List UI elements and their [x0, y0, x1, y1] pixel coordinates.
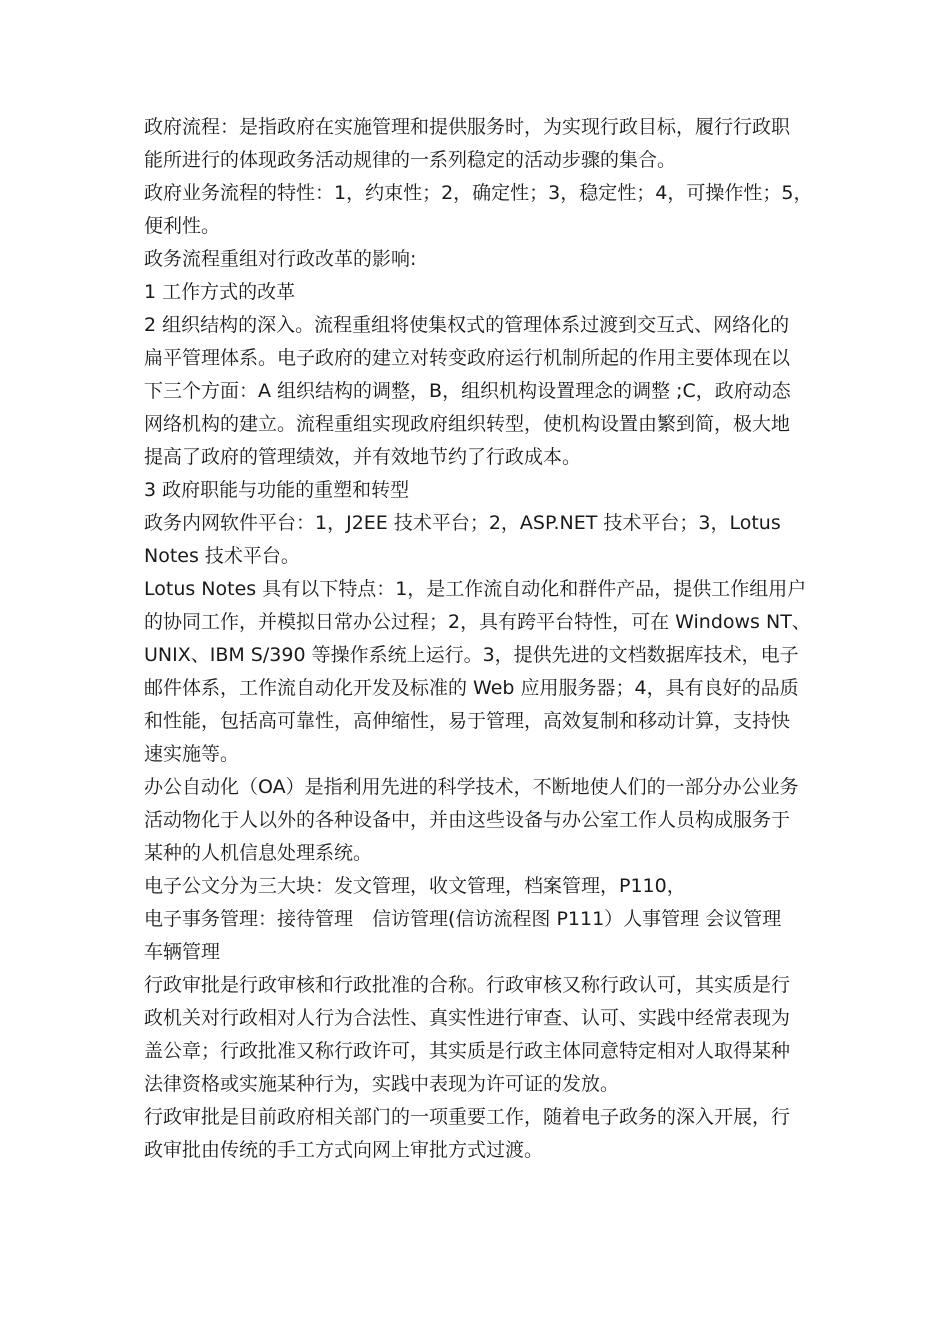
- text-line: 政府业务流程的特性：1，约束性；2，确定性；3，稳定性；4，可操作性；5，: [144, 182, 813, 204]
- text-line: 法律资格或实施某种行为，实践中表现为许可证的发放。: [144, 1073, 620, 1095]
- text-line: 政务流程重组对行政改革的影响:: [144, 248, 417, 270]
- text-line: 某种的人机信息处理系统。: [144, 842, 373, 864]
- text-line: 扁平管理体系。电子政府的建立对转变政府运行机制所起的作用主要体现在以: [144, 347, 791, 369]
- text-line: 行政审批是行政审核和行政批准的合称。行政审核又称行政认可，其实质是行: [144, 974, 791, 996]
- text-line: 提高了政府的管理绩效，并有效地节约了行政成本。: [144, 446, 582, 468]
- text-line: 能所进行的体现政务活动规律的一系列稳定的活动步骤的集合。: [144, 149, 677, 171]
- text-line: 下三个方面：A 组织结构的调整，B，组织机构设置理念的调整 ;C，政府动态: [144, 380, 791, 402]
- text-line: 网络机构的建立。流程重组实现政府组织转型，使机构设置由繁到简，极大地: [144, 413, 791, 435]
- text-line: UNIX、IBM S/390 等操作系统上运行。3，提供先进的文档数据库技术，电子: [144, 644, 799, 666]
- text-line: 电子事务管理：接待管理 信访管理(信访流程图 P111）人事管理 会议管理: [144, 908, 782, 930]
- text-line: 电子公文分为三大块：发文管理，收文管理，档案管理，P110，: [144, 875, 686, 897]
- text-line: 2 组织结构的深入。流程重组将使集权式的管理体系过渡到交互式、网络化的: [144, 314, 790, 336]
- text-line: 盖公章；行政批准又称行政许可，其实质是行政主体同意特定相对人取得某种: [144, 1040, 791, 1062]
- document-body: [144, 111, 834, 1167]
- text-line: 和性能，包括高可靠性，高伸缩性，易于管理，高效复制和移动计算，支持快: [144, 710, 791, 732]
- text-line: 活动物化于人以外的各种设备中，并由这些设备与办公室工作人员构成服务于: [144, 809, 791, 831]
- text-line: 3 政府职能与功能的重塑和转型: [144, 479, 410, 501]
- text-line: Lotus Notes 具有以下特点：1，是工作流自动化和群件产品，提供工作组用户: [144, 578, 807, 600]
- text-line: 行政审批是目前政府相关部门的一项重要工作，随着电子政务的深入开展，行: [144, 1106, 791, 1128]
- text-line: 政审批由传统的手工方式向网上审批方式过渡。: [144, 1139, 544, 1161]
- text-line: 便利性。: [144, 215, 221, 237]
- text-line: 政府流程：是指政府在实施管理和提供服务时，为实现行政目标，履行行政职: [144, 116, 791, 138]
- text-line: Notes 技术平台。: [144, 545, 300, 567]
- text-line: 办公自动化（OA）是指利用先进的科学技术，不断地使人们的一部分办公业务: [144, 776, 799, 798]
- text-line: 邮件体系，工作流自动化开发及标准的 Web 应用服务器；4，具有良好的品质: [144, 677, 799, 699]
- text-line: 政机关对行政相对人行为合法性、真实性进行审查、认可、实践中经常表现为: [144, 1007, 791, 1029]
- text-line: 车辆管理: [144, 941, 221, 963]
- text-line: 1 工作方式的改革: [144, 281, 296, 303]
- text-line: 速实施等。: [144, 743, 240, 765]
- text-line: 的协同工作，并模拟日常办公过程；2，具有跨平台特性，可在 Windows NT、: [144, 611, 811, 633]
- text-line: 政务内网软件平台：1，J2EE 技术平台；2，ASP.NET 技术平台；3，Lotus: [144, 512, 781, 534]
